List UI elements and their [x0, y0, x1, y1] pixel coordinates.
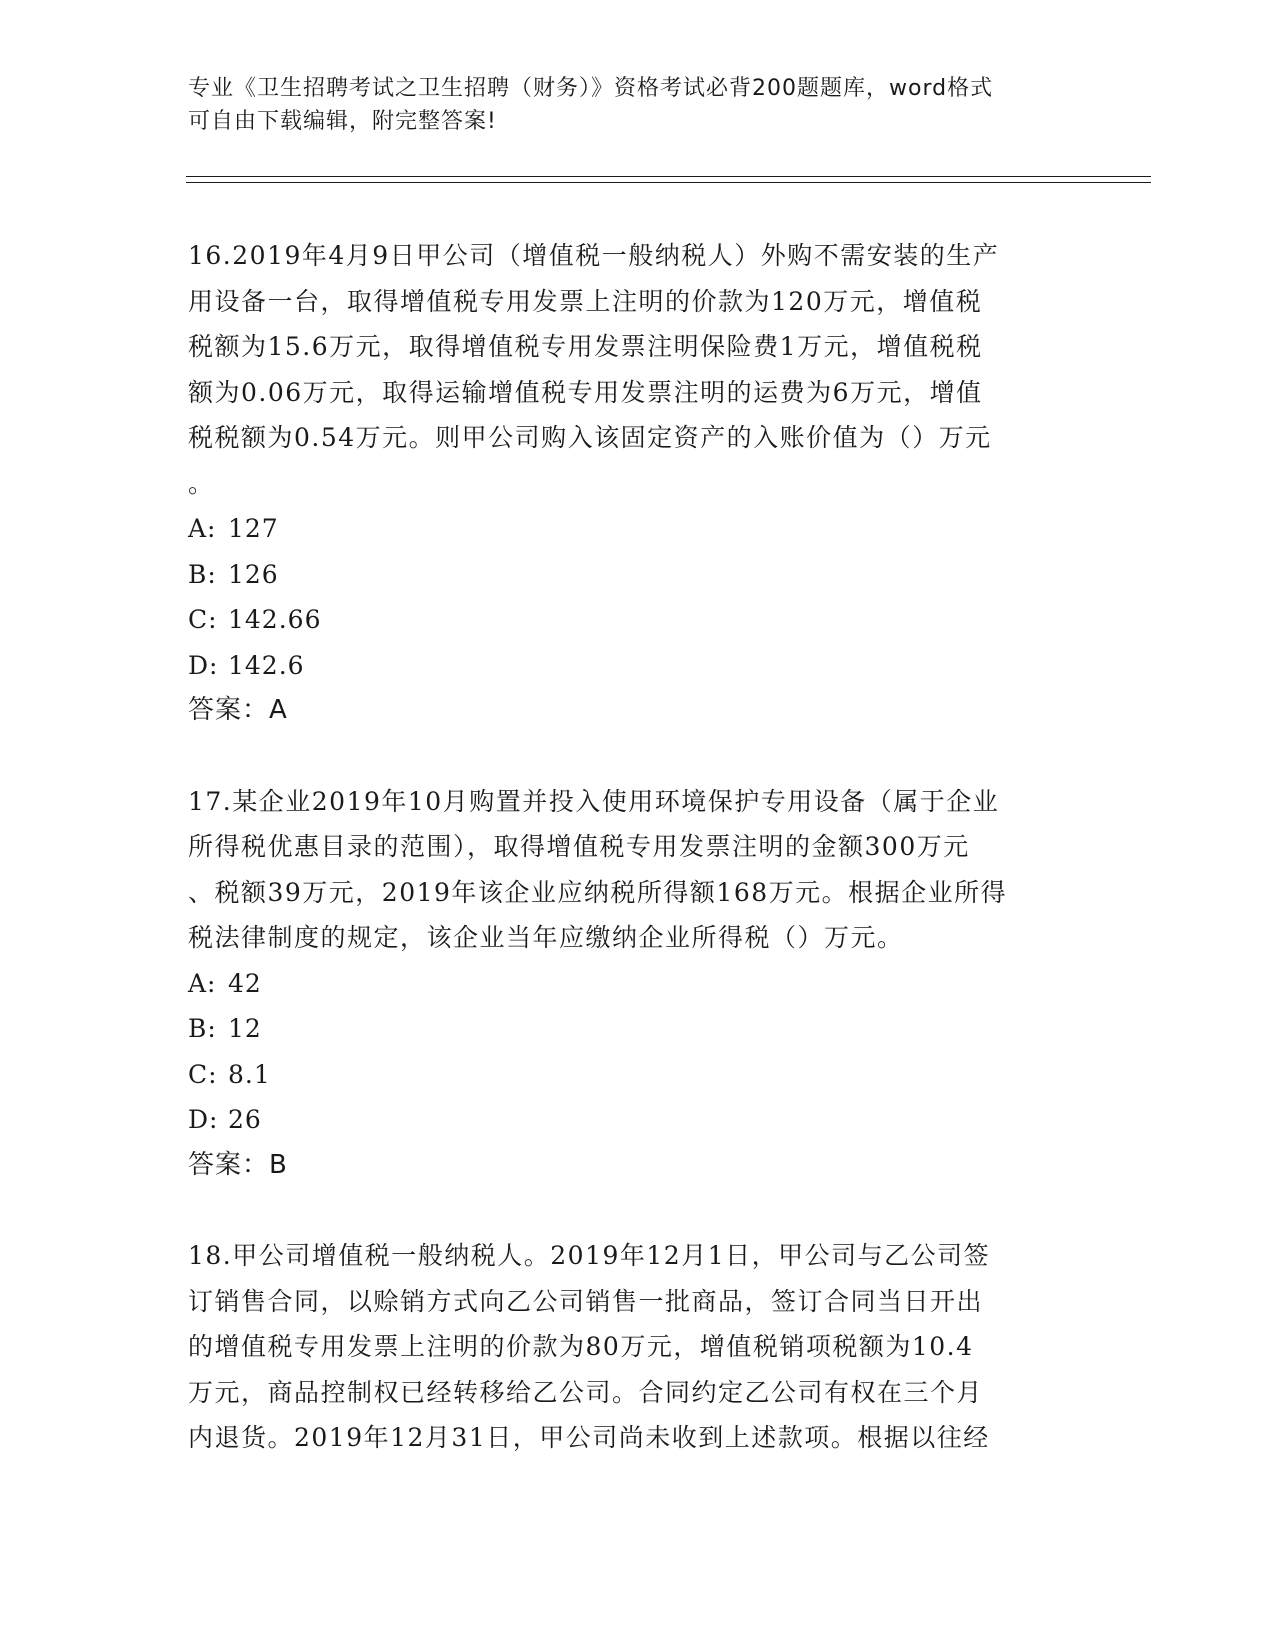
- option-c: [188, 597, 1088, 643]
- option-b: [188, 1006, 1088, 1052]
- document-header: [188, 72, 1068, 138]
- header-rule-bottom: [186, 182, 1151, 183]
- option-text: 42: [228, 968, 262, 998]
- option-text: 12: [228, 1014, 262, 1043]
- stem-line: 。: [188, 468, 215, 498]
- stem-line: 17.某企业2019年10月购置并投入使用环境保护专用设备（属于企业: [188, 786, 1000, 816]
- option-text: 142.66: [228, 605, 322, 634]
- stem-line: 的增值税专用发票上注明的价款为80万元，增值税销项税额为10.4: [188, 1332, 974, 1361]
- option-letter: A:: [188, 514, 217, 543]
- option-letter: B:: [188, 1014, 217, 1043]
- stem-line: 额为0.06万元，取得运输增值税专用发票注明的运费为6万元，增值: [188, 377, 983, 407]
- stem-line: 税额为15.6万元，取得增值税专用发票注明保险费1万元，增值税税: [188, 332, 983, 361]
- stem-line: 税税额为0.54万元。则甲公司购入该固定资产的入账价值为（）万元: [188, 423, 992, 452]
- option-text: 142.6: [228, 650, 305, 680]
- option-letter: A:: [188, 968, 217, 998]
- question-17: [188, 779, 1088, 1189]
- answer-line: 答案：A: [188, 695, 288, 725]
- stem-line: 税法律制度的规定，该企业当年应缴纳企业所得税（）万元。: [188, 923, 904, 952]
- option-text: 126: [228, 559, 279, 589]
- stem-line: 18.甲公司增值税一般纳税人。2019年12月1日，甲公司与乙公司签: [188, 1241, 991, 1270]
- option-letter: D:: [188, 1105, 219, 1134]
- option-text: 127: [228, 514, 279, 543]
- question-18: [188, 1233, 1088, 1461]
- stem-line: 、税额39万元，2019年该企业应纳税所得额168万元。根据企业所得: [188, 877, 1008, 907]
- question-stem: [188, 779, 1088, 961]
- question-stem: [188, 233, 1088, 506]
- option-letter: B:: [188, 559, 217, 589]
- option-c: [188, 1052, 1088, 1098]
- stem-line: 订销售合同，以赊销方式向乙公司销售一批商品，签订合同当日开出: [188, 1286, 984, 1316]
- question-stem: [188, 1233, 1088, 1461]
- option-a: [188, 961, 1088, 1007]
- option-a: [188, 506, 1088, 552]
- option-d: [188, 643, 1088, 689]
- header-line-2: 可自由下载编辑，附完整答案!: [188, 109, 497, 134]
- stem-line: 万元，商品控制权已经转移给乙公司。合同约定乙公司有权在三个月: [188, 1377, 984, 1407]
- option-text: 26: [228, 1105, 262, 1134]
- stem-line: 16.2019年4月9日甲公司（增值税一般纳税人）外购不需安装的生产: [188, 241, 1000, 270]
- option-b: [188, 552, 1088, 598]
- option-d: [188, 1097, 1088, 1143]
- option-letter: C:: [188, 605, 218, 634]
- stem-line: 内退货。2019年12月31日，甲公司尚未收到上述款项。根据以往经: [188, 1423, 990, 1452]
- question-16: [188, 233, 1088, 734]
- stem-line: 所得税优惠目录的范围），取得增值税专用发票注明的金额300万元: [188, 832, 970, 861]
- header-line-1: 专业《卫生招聘考试之卫生招聘（财务）》资格考试必背200题题库，word格式: [188, 76, 994, 101]
- answer-line: 答案：B: [188, 1149, 288, 1180]
- option-letter: D:: [188, 650, 219, 680]
- header-rule-top: [186, 176, 1151, 177]
- option-text: 8.1: [228, 1059, 271, 1089]
- question-list: [188, 233, 1088, 1506]
- option-letter: C:: [188, 1059, 218, 1089]
- stem-line: 用设备一台，取得增值税专用发票上注明的价款为120万元，增值税: [188, 286, 983, 316]
